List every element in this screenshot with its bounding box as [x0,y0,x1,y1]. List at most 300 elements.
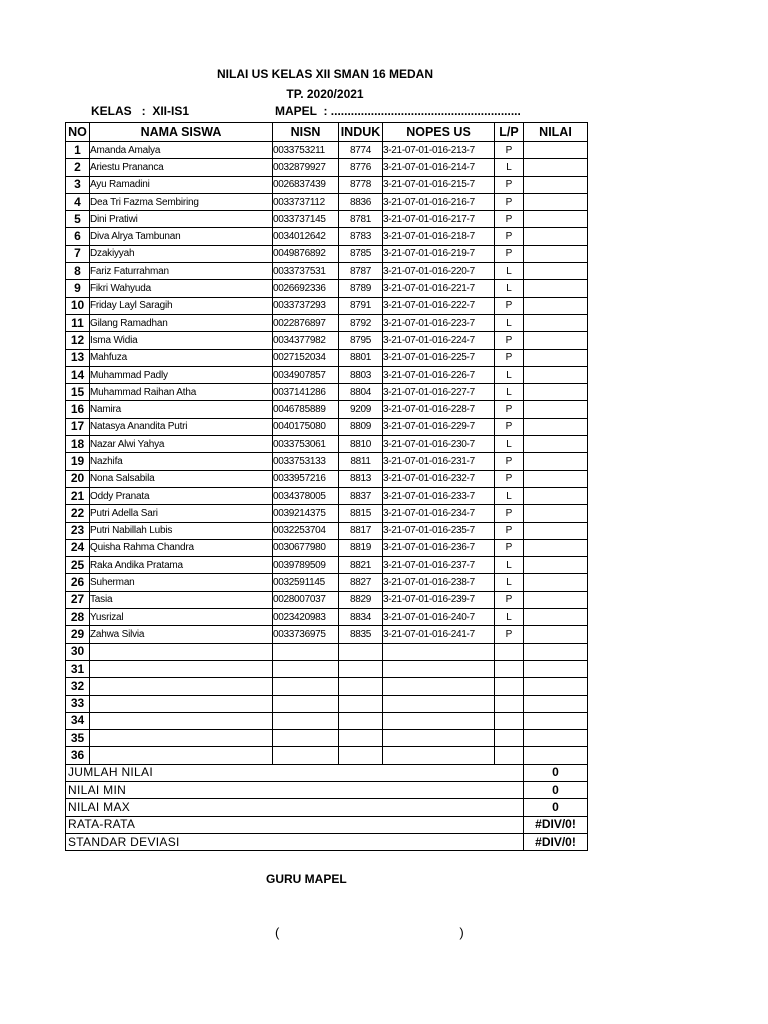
student-name: Fariz Faturrahman [90,263,273,280]
student-name: Gilang Ramadhan [90,314,273,331]
student-gender: P [495,522,524,539]
student-induk [339,712,383,729]
student-nisn: 0023420983 [273,609,339,626]
student-induk: 8809 [339,418,383,435]
student-grade[interactable] [524,626,588,643]
signature-line [275,925,464,940]
row-no: 24 [66,539,90,556]
student-name: Dea Tri Fazma Sembiring [90,193,273,210]
student-name: Dzakiyyah [90,245,273,262]
student-grade[interactable] [524,730,588,747]
student-nopes: 3-21-07-01-016-215-7 [383,176,495,193]
summary-label: NILAI MAX [66,799,524,816]
student-nisn [273,747,339,764]
row-no: 21 [66,487,90,504]
row-no: 17 [66,418,90,435]
table-row [66,384,588,401]
student-nisn: 0033957216 [273,470,339,487]
student-nopes: 3-21-07-01-016-230-7 [383,436,495,453]
student-induk: 8821 [339,557,383,574]
student-gender [495,730,524,747]
student-name: Raka Andika Pratama [90,557,273,574]
student-grade[interactable] [524,470,588,487]
student-nopes: 3-21-07-01-016-235-7 [383,522,495,539]
student-induk: 8783 [339,228,383,245]
student-grade[interactable] [524,453,588,470]
student-gender: L [495,384,524,401]
student-nopes: 3-21-07-01-016-229-7 [383,418,495,435]
student-nisn: 0039214375 [273,505,339,522]
row-no: 13 [66,349,90,366]
student-grade[interactable] [524,228,588,245]
student-name: Mahfuza [90,349,273,366]
student-nisn: 0032879927 [273,159,339,176]
student-gender [495,660,524,677]
table-row [66,366,588,383]
student-grade[interactable] [524,678,588,695]
student-nopes: 3-21-07-01-016-214-7 [383,159,495,176]
student-nisn: 0033737112 [273,193,339,210]
student-induk: 8781 [339,211,383,228]
table-row [66,626,588,643]
student-induk: 8795 [339,332,383,349]
student-grade[interactable] [524,505,588,522]
student-nisn: 0033737531 [273,263,339,280]
row-no: 11 [66,314,90,331]
student-gender [495,643,524,660]
student-nopes: 3-21-07-01-016-239-7 [383,591,495,608]
student-nisn: 0040175080 [273,418,339,435]
student-nisn: 0030677980 [273,539,339,556]
student-induk: 8836 [339,193,383,210]
student-nisn: 0049876892 [273,245,339,262]
student-nisn: 0033753133 [273,453,339,470]
student-nopes: 3-21-07-01-016-225-7 [383,349,495,366]
student-name: Oddy Pranata [90,487,273,504]
row-no: 25 [66,557,90,574]
summary-row [66,833,588,850]
student-grade[interactable] [524,297,588,314]
student-nisn [273,660,339,677]
row-no: 22 [66,505,90,522]
row-no: 34 [66,712,90,729]
student-name: Amanda Amalya [90,142,273,159]
student-induk: 8835 [339,626,383,643]
student-name: Nazhifa [90,453,273,470]
student-nopes: 3-21-07-01-016-234-7 [383,505,495,522]
student-gender: P [495,245,524,262]
report-title: NILAI US KELAS XII SMAN 16 MEDAN [216,67,434,81]
student-gender: P [495,193,524,210]
student-name: Isma Widia [90,332,273,349]
row-no: 15 [66,384,90,401]
row-no: 16 [66,401,90,418]
student-gender [495,712,524,729]
table-row [66,574,588,591]
student-gender: L [495,609,524,626]
student-induk: 8791 [339,297,383,314]
student-induk: 9209 [339,401,383,418]
row-no: 33 [66,695,90,712]
student-induk [339,730,383,747]
student-grade[interactable] [524,747,588,764]
table-row [66,609,588,626]
student-nisn: 0026692336 [273,280,339,297]
student-grade[interactable] [524,574,588,591]
table-row [66,539,588,556]
student-gender: P [495,401,524,418]
student-nopes [383,660,495,677]
student-nisn: 0033753211 [273,142,339,159]
header-row [66,123,588,142]
col-nisn: NISN [273,123,339,142]
student-grade[interactable] [524,245,588,262]
student-induk [339,643,383,660]
summary-value: #DIV/0! [524,816,588,833]
student-nisn: 0037141286 [273,384,339,401]
student-grade[interactable] [524,193,588,210]
student-nisn: 0034377982 [273,332,339,349]
student-grade[interactable] [524,418,588,435]
summary-row [66,816,588,833]
col-no: NO [66,123,90,142]
student-nisn: 0022876897 [273,314,339,331]
row-no: 26 [66,574,90,591]
table-row [66,730,588,747]
student-nopes: 3-21-07-01-016-228-7 [383,401,495,418]
table-row [66,487,588,504]
summary-value: 0 [524,764,588,781]
table-row [66,747,588,764]
table-row [66,678,588,695]
student-gender: P [495,176,524,193]
col-nilai: NILAI [524,123,588,142]
col-nopes: NOPES US [383,123,495,142]
row-no: 31 [66,660,90,677]
student-gender: L [495,314,524,331]
table-row [66,712,588,729]
student-gender [495,678,524,695]
table-row [66,263,588,280]
student-induk [339,660,383,677]
row-no: 2 [66,159,90,176]
student-gender: P [495,211,524,228]
table-row [66,245,588,262]
row-no: 5 [66,211,90,228]
row-no: 10 [66,297,90,314]
row-no: 27 [66,591,90,608]
student-gender: P [495,332,524,349]
student-grade[interactable] [524,211,588,228]
summary-row [66,799,588,816]
student-gender: L [495,280,524,297]
summary-value: 0 [524,781,588,798]
row-no: 30 [66,643,90,660]
student-grade[interactable] [524,349,588,366]
student-nopes: 3-21-07-01-016-219-7 [383,245,495,262]
student-grade[interactable] [524,159,588,176]
student-nopes [383,712,495,729]
student-nopes: 3-21-07-01-016-232-7 [383,470,495,487]
student-nopes: 3-21-07-01-016-223-7 [383,314,495,331]
table-row [66,591,588,608]
student-induk: 8827 [339,574,383,591]
student-nisn: 0033736975 [273,626,339,643]
student-induk [339,678,383,695]
student-induk: 8804 [339,384,383,401]
table-row [66,228,588,245]
student-grade[interactable] [524,695,588,712]
student-name: Muhammad Raihan Atha [90,384,273,401]
student-induk: 8813 [339,470,383,487]
student-name: Nazar Alwi Yahya [90,436,273,453]
student-induk: 8792 [339,314,383,331]
student-grade[interactable] [524,539,588,556]
summary-label: RATA-RATA [66,816,524,833]
report-year: TP. 2020/2021 [286,87,364,101]
student-grade[interactable] [524,314,588,331]
student-induk: 8817 [339,522,383,539]
table-row [66,332,588,349]
student-gender: P [495,142,524,159]
student-grade[interactable] [524,557,588,574]
student-grade[interactable] [524,401,588,418]
row-no: 28 [66,609,90,626]
student-induk: 8815 [339,505,383,522]
student-name [90,712,273,729]
student-grade[interactable] [524,522,588,539]
student-induk: 8834 [339,609,383,626]
student-name [90,643,273,660]
kelas-label: KELAS : XII-IS1 [91,104,190,118]
summary-label: NILAI MIN [66,781,524,798]
student-nisn [273,730,339,747]
student-nisn [273,712,339,729]
student-induk: 8785 [339,245,383,262]
student-induk: 8789 [339,280,383,297]
table-row [66,142,588,159]
row-no: 6 [66,228,90,245]
student-gender: L [495,436,524,453]
student-nisn: 0027152034 [273,349,339,366]
row-no: 20 [66,470,90,487]
student-name [90,660,273,677]
col-lp: L/P [495,123,524,142]
row-no: 29 [66,626,90,643]
student-name: Putri Nabillah Lubis [90,522,273,539]
student-nopes: 3-21-07-01-016-238-7 [383,574,495,591]
student-grade[interactable] [524,660,588,677]
student-gender: L [495,574,524,591]
student-nopes [383,730,495,747]
student-nopes [383,678,495,695]
table-row [66,522,588,539]
student-name [90,678,273,695]
student-name [90,747,273,764]
student-gender: P [495,453,524,470]
student-name: Zahwa Silvia [90,626,273,643]
student-name [90,695,273,712]
student-nisn: 0034012642 [273,228,339,245]
student-nopes: 3-21-07-01-016-236-7 [383,539,495,556]
table-row [66,401,588,418]
table-row [66,470,588,487]
student-gender: P [495,470,524,487]
student-grade[interactable] [524,280,588,297]
row-no: 36 [66,747,90,764]
mapel-label: MAPEL : ......................................................... [275,104,521,118]
student-grade[interactable] [524,366,588,383]
student-nisn [273,643,339,660]
student-gender: P [495,349,524,366]
table-row [66,314,588,331]
student-grade[interactable] [524,643,588,660]
student-gender: L [495,487,524,504]
row-no: 23 [66,522,90,539]
row-no: 18 [66,436,90,453]
student-name: Muhammad Padly [90,366,273,383]
student-induk: 8819 [339,539,383,556]
student-nisn [273,678,339,695]
student-name: Quisha Rahma Chandra [90,539,273,556]
table-row [66,557,588,574]
row-no: 7 [66,245,90,262]
row-no: 32 [66,678,90,695]
student-nopes: 3-21-07-01-016-226-7 [383,366,495,383]
student-induk: 8801 [339,349,383,366]
student-grade[interactable] [524,436,588,453]
student-nisn: 0032253704 [273,522,339,539]
student-name: Fikri Wahyuda [90,280,273,297]
student-induk: 8829 [339,591,383,608]
student-nopes: 3-21-07-01-016-240-7 [383,609,495,626]
student-name: Ayu Ramadini [90,176,273,193]
row-no: 3 [66,176,90,193]
student-gender: P [495,539,524,556]
student-name: Dini Pratiwi [90,211,273,228]
student-gender: P [495,228,524,245]
student-nisn: 0033737293 [273,297,339,314]
table-row [66,297,588,314]
student-induk: 8810 [339,436,383,453]
student-grade[interactable] [524,487,588,504]
student-nisn: 0033753061 [273,436,339,453]
student-gender [495,695,524,712]
student-grade[interactable] [524,712,588,729]
student-nisn: 0034907857 [273,366,339,383]
row-no: 14 [66,366,90,383]
student-nopes: 3-21-07-01-016-233-7 [383,487,495,504]
student-nopes: 3-21-07-01-016-224-7 [383,332,495,349]
student-induk: 8778 [339,176,383,193]
student-name [90,730,273,747]
table-row [66,660,588,677]
row-no: 1 [66,142,90,159]
row-no: 35 [66,730,90,747]
student-nopes: 3-21-07-01-016-231-7 [383,453,495,470]
student-grade[interactable] [524,609,588,626]
student-gender: P [495,505,524,522]
student-grade[interactable] [524,263,588,280]
student-induk: 8811 [339,453,383,470]
student-name: Tasia [90,591,273,608]
student-gender: L [495,366,524,383]
student-nopes: 3-21-07-01-016-221-7 [383,280,495,297]
student-induk: 8787 [339,263,383,280]
summary-label: JUMLAH NILAI [66,764,524,781]
student-nisn: 0026837439 [273,176,339,193]
student-nopes [383,643,495,660]
student-gender: P [495,626,524,643]
table-row [66,193,588,210]
student-name: Namira [90,401,273,418]
student-name: Nona Salsabila [90,470,273,487]
student-gender: P [495,297,524,314]
student-induk: 8774 [339,142,383,159]
student-nopes: 3-21-07-01-016-218-7 [383,228,495,245]
student-nisn: 0032591145 [273,574,339,591]
table-row [66,418,588,435]
student-induk: 8776 [339,159,383,176]
paren-open: ( [275,925,280,940]
student-nisn: 0039789509 [273,557,339,574]
summary-label: STANDAR DEVIASI [66,833,524,850]
row-no: 9 [66,280,90,297]
student-gender [495,747,524,764]
student-name: Natasya Anandita Putri [90,418,273,435]
student-gender: L [495,263,524,280]
table-row [66,159,588,176]
student-nopes [383,747,495,764]
student-grade[interactable] [524,591,588,608]
table-row [66,695,588,712]
col-induk: INDUK [339,123,383,142]
student-nopes: 3-21-07-01-016-220-7 [383,263,495,280]
student-induk: 8837 [339,487,383,504]
student-nisn: 0028007037 [273,591,339,608]
summary-value: #DIV/0! [524,833,588,850]
student-grade[interactable] [524,176,588,193]
table-row [66,453,588,470]
table-row [66,436,588,453]
student-gender: P [495,591,524,608]
student-name: Friday Layl Saragih [90,297,273,314]
student-nisn: 0034378005 [273,487,339,504]
summary-row [66,781,588,798]
table-row [66,505,588,522]
grades-table [65,122,588,851]
student-name: Suherman [90,574,273,591]
student-grade[interactable] [524,332,588,349]
student-nisn: 0033737145 [273,211,339,228]
student-nisn: 0046785889 [273,401,339,418]
student-induk: 8803 [339,366,383,383]
table-row [66,176,588,193]
paren-close: ) [459,925,464,940]
student-grade[interactable] [524,142,588,159]
row-no: 19 [66,453,90,470]
student-nopes: 3-21-07-01-016-217-7 [383,211,495,228]
student-nopes: 3-21-07-01-016-216-7 [383,193,495,210]
table-row [66,349,588,366]
student-name: Putri Adella Sari [90,505,273,522]
student-grade[interactable] [524,384,588,401]
student-gender: L [495,159,524,176]
summary-row [66,764,588,781]
student-gender: P [495,418,524,435]
student-gender: L [495,557,524,574]
row-no: 8 [66,263,90,280]
